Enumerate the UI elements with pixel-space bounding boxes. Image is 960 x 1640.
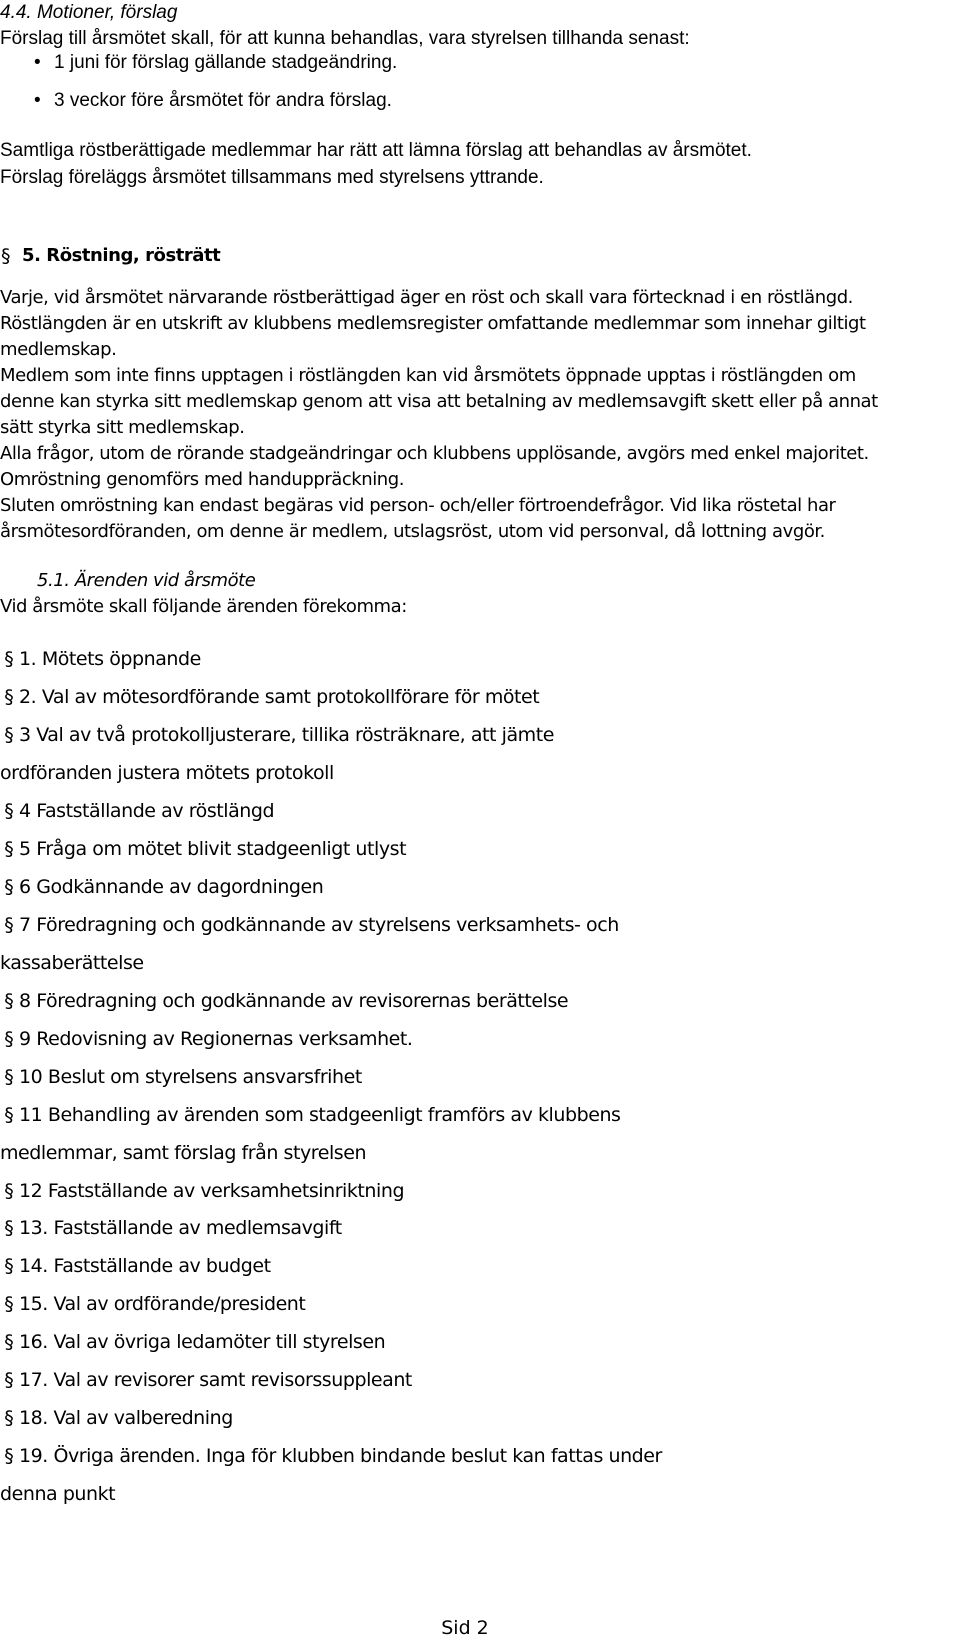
- section-5-line: denne kan styrka sitt medlemskap genom att visa att betalning av medlemsavgift skett eller på annat: [0, 391, 878, 412]
- section-sign: §: [1, 245, 11, 267]
- section-4-4-para-2: Förslag föreläggs årsmötet tillsammans med styrelsens yttrande.: [0, 167, 544, 188]
- bullet-mark: •: [34, 90, 41, 111]
- section-sign: §: [4, 1293, 14, 1315]
- agenda-item: 5 Fråga om mötet blivit stadgeenligt utlyst: [19, 838, 407, 860]
- section-sign: §: [4, 1445, 14, 1467]
- agenda-item-continuation: medlemmar, samt förslag från styrelsen: [0, 1142, 367, 1164]
- section-sign: §: [4, 1331, 14, 1353]
- agenda-item: 8 Föredragning och godkännande av revisorernas berättelse: [19, 990, 569, 1012]
- agenda-item: 16. Val av övriga ledamöter till styrelsen: [19, 1331, 386, 1353]
- agenda-item: 1. Mötets öppnande: [19, 648, 201, 670]
- section-5-line: sätt styrka sitt medlemskap.: [0, 417, 245, 438]
- agenda-item: 7 Föredragning och godkännande av styrelsens verksamhets- och: [19, 914, 619, 936]
- section-sign: §: [4, 1180, 14, 1202]
- section-sign: §: [4, 990, 14, 1012]
- section-4-4-heading: 4.4. Motioner, förslag: [0, 2, 178, 23]
- agenda-item: 18. Val av valberedning: [19, 1407, 233, 1429]
- section-5-line: Alla frågor, utom de rörande stadgeändringar och klubbens upplösande, avgörs med enkel majoritet.: [0, 443, 869, 464]
- agenda-item: 13. Fastställande av medlemsavgift: [19, 1217, 342, 1239]
- agenda-item: 3 Val av två protokolljusterare, tillika rösträknare, att jämte: [19, 724, 554, 746]
- agenda-item: 10 Beslut om styrelsens ansvarsfrihet: [19, 1066, 362, 1088]
- page-number: Sid 2: [441, 1617, 489, 1639]
- section-sign: §: [4, 876, 14, 898]
- agenda-item: 9 Redovisning av Regionernas verksamhet.: [19, 1028, 413, 1050]
- section-sign: §: [4, 800, 14, 822]
- agenda-item: 2. Val av mötesordförande samt protokollförare för mötet: [19, 686, 540, 708]
- section-sign: §: [4, 1217, 14, 1239]
- section-5-line: Röstlängden är en utskrift av klubbens medlemsregister omfattande medlemmar som innehar giltigt: [0, 313, 866, 334]
- section-sign: §: [4, 1407, 14, 1429]
- section-sign: §: [4, 1028, 14, 1050]
- section-5-line: årsmötesordföranden, om denne är medlem, utslagsröst, utom vid personval, då lottning avgör.: [0, 521, 825, 542]
- section-sign: §: [4, 1104, 14, 1126]
- agenda-item: 19. Övriga ärenden. Inga för klubben bindande beslut kan fattas under: [19, 1445, 662, 1467]
- section-sign: §: [4, 838, 14, 860]
- agenda-item: 6 Godkännande av dagordningen: [19, 876, 324, 898]
- agenda-item: 14. Fastställande av budget: [19, 1255, 271, 1277]
- section-5-line: Medlem som inte finns upptagen i röstlängden kan vid årsmötets öppnade upptas i röstlängden om: [0, 365, 856, 386]
- section-sign: §: [4, 686, 14, 708]
- section-4-4-intro: Förslag till årsmötet skall, för att kunna behandlas, vara styrelsen tillhanda senast:: [0, 28, 690, 49]
- agenda-item: 4 Fastställande av röstlängd: [19, 800, 275, 822]
- section-sign: §: [4, 724, 14, 746]
- agenda-item-continuation: ordföranden justera mötets protokoll: [0, 762, 334, 784]
- section-4-4-para-1: Samtliga röstberättigade medlemmar har rätt att lämna förslag att behandlas av årsmötet.: [0, 140, 752, 161]
- section-5-line: Sluten omröstning kan endast begäras vid person- och/eller förtroendefrågor. Vid lika röstetal har: [0, 495, 836, 516]
- agenda-item: 15. Val av ordförande/president: [19, 1293, 306, 1315]
- agenda-item: 11 Behandling av ärenden som stadgeenligt framförs av klubbens: [19, 1104, 621, 1126]
- bullet-item: 1 juni för förslag gällande stadgeändring.: [54, 52, 398, 73]
- section-sign: §: [4, 1255, 14, 1277]
- section-sign: §: [4, 1369, 14, 1391]
- section-5-line: Omröstning genomförs med handuppräckning.: [0, 469, 404, 490]
- agenda-item-continuation: kassaberättelse: [0, 952, 144, 974]
- section-5-1-intro: Vid årsmöte skall följande ärenden förekomma:: [0, 596, 407, 617]
- bullet-item: 3 veckor före årsmötet för andra förslag.: [54, 90, 392, 111]
- section-5-line: Varje, vid årsmötet närvarande röstberättigad äger en röst och skall vara förtecknad i en röstlängd.: [0, 287, 853, 308]
- section-5-line: medlemskap.: [0, 339, 117, 360]
- section-sign: §: [4, 914, 14, 936]
- bullet-mark: •: [34, 52, 41, 73]
- section-sign: §: [4, 648, 14, 670]
- agenda-item-continuation: denna punkt: [0, 1483, 116, 1505]
- agenda-item: 12 Fastställande av verksamhetsinriktning: [19, 1180, 405, 1202]
- section-5-heading: 5. Röstning, rösträtt: [22, 245, 221, 266]
- agenda-item: 17. Val av revisorer samt revisorssuppleant: [19, 1369, 412, 1391]
- section-sign: §: [4, 1066, 14, 1088]
- section-5-1-heading: 5.1. Ärenden vid årsmöte: [37, 570, 256, 591]
